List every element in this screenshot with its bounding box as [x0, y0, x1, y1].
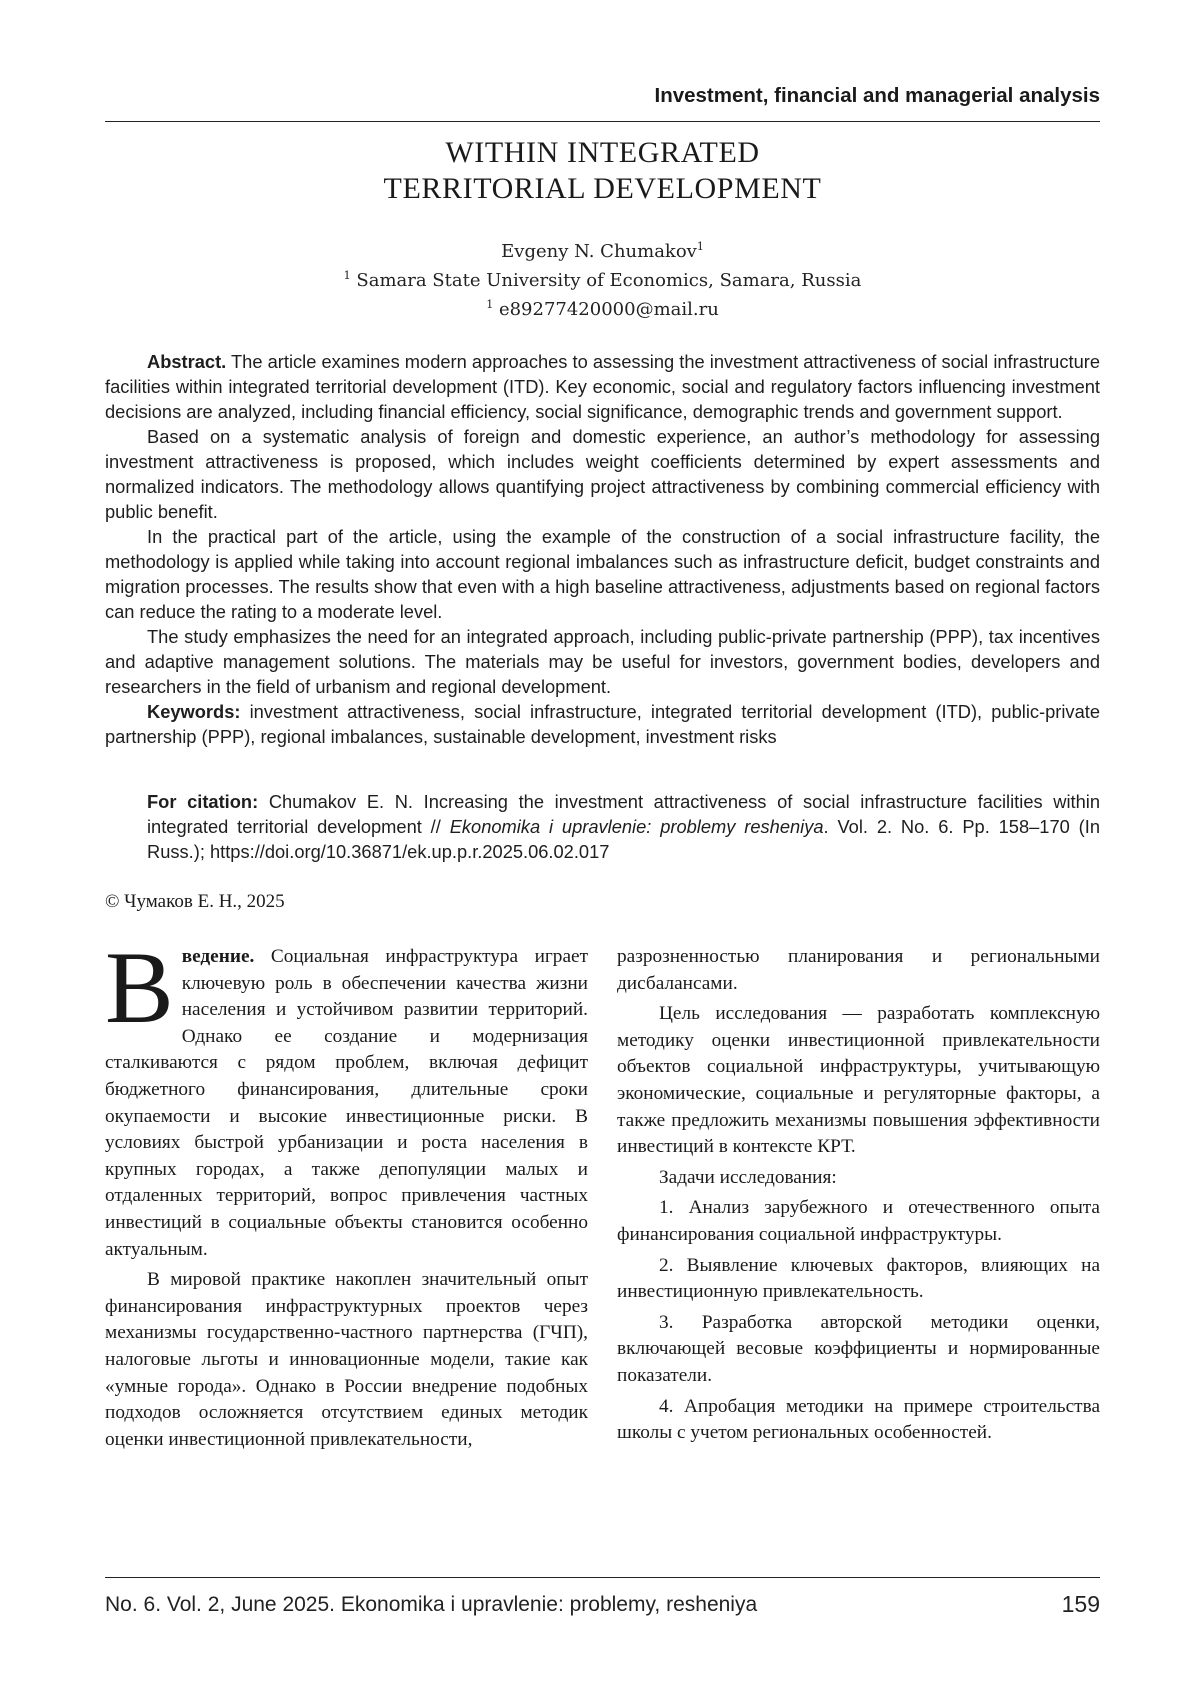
author-name-line — [105, 237, 1100, 266]
citation-label: For citation: — [147, 791, 259, 812]
drop-cap: В — [105, 931, 174, 1045]
affiliation-mark: 1 — [343, 269, 351, 282]
citation-tail: . Vol. 2. No. 6. Pp. 158–170 (In Russ.); https://doi.org/10.36871/ek.up.p.r.2025.06.02.017 — [147, 816, 1100, 862]
author-email: e89277420000@mail.ru — [498, 299, 719, 320]
affiliation: Samara State University of Economics, Samara, Russia — [356, 270, 862, 291]
footer-divider — [105, 1577, 1100, 1578]
keywords — [105, 699, 1100, 749]
email-mark: 1 — [486, 298, 494, 311]
affiliation-line — [105, 266, 1100, 295]
body-column-right — [617, 944, 1100, 1451]
tasks-label: Задачи исследования: — [659, 1166, 837, 1188]
goal-paragraph: Цель исследования — разработать комплексную методику оценки инвестиционной привлекательности объектов социальной инфраструктуры, учитывающую экономические, социальные и регуляторные факторы, а также предложить механизмы повышения эффективности инвестиций в контексте КРТ. — [617, 1003, 1100, 1158]
title-line-2: TERRITORIAL DEVELOPMENT — [383, 172, 822, 205]
footer-journal-info: No. 6. Vol. 2, June 2025. Ekonomika i upravlenie: problemy, resheniya — [105, 1593, 758, 1616]
author-mark: 1 — [696, 240, 704, 253]
intro-heading: ведение. — [181, 946, 255, 967]
copyright: © Чумаков Е. Н., 2025 — [105, 891, 285, 912]
task-item-4: 4. Апробация методики на примере строительства школы с учетом региональных особенностей. — [617, 1395, 1100, 1444]
body-paragraph-2-continued: разрозненностью планирования и региональными дисбалансами. — [617, 946, 1100, 994]
task-item-1: 1. Анализ зарубежного и отечественного опыта финансирования социальной инфраструктуры. — [617, 1197, 1100, 1245]
citation-block — [147, 789, 1100, 864]
abstract-paragraph-2: Based on a systematic analysis of foreign and domestic experience, an author’s methodology for assessing investment attractiveness is proposed, which includes weight coefficients determined by expert assessments and normalized indicators. The methodology allows quantifying project attractiveness by combining commercial efficiency with public benefit. — [105, 426, 1100, 522]
page-number: 159 — [1061, 1591, 1100, 1617]
running-header-section: Investment, financial and managerial analysis — [654, 84, 1100, 107]
abstract-paragraph-3: In the practical part of the article, using the example of the construction of a social infrastructure facility, the methodology is applied while taking into account regional imbalances such as infrastructure deficit, budget constraints and migration processes. The results show that even with a high baseline attractiveness, adjustments based on regional factors can reduce the rating to a moderate level. — [105, 526, 1100, 622]
intro-text: Социальная инфраструктура играет ключевую роль в обеспечении качества жизни населения и устойчивом развитии территорий. Однако ее создание и модернизация сталкиваются с рядом проблем, включая дефицит бюджетного финансирования, длительные сроки окупаемости и высокие инвестиционные риски. В условиях быстрой урбанизации и роста населения в крупных городах, а также депопуляции малых и отдаленных территорий, вопрос привлечения частных инвестиций в социальные объекты становится особенно актуальным. — [105, 946, 588, 1260]
title-line-1: WITHIN INTEGRATED — [445, 136, 760, 169]
abstract-text-1: The article examines modern approaches to assessing the investment attractiveness of social infrastructure facilities within integrated territorial development (ITD). Key economic, social and regulatory factors influencing investment decisions are analyzed, including financial efficiency, social significance, demographic trends and government support. — [105, 351, 1100, 422]
citation-journal: Ekonomika i upravlenie: problemy resheniya — [449, 816, 824, 837]
abstract-paragraph-1 — [105, 349, 1100, 424]
email-line — [105, 295, 1100, 324]
author-block — [105, 237, 1100, 324]
citation-text: Chumakov E. N. Increasing the investment attractiveness of social infrastructure facilities within integrated territorial development // — [147, 791, 1100, 837]
task-item-2: 2. Выявление ключевых факторов, влияющих на инвестиционную привлекательность. — [617, 1254, 1100, 1303]
keywords-text: investment attractiveness, social infrastructure, integrated territorial development (ITD), public-private partnership (PPP), regional imbalances, sustainable development, investment risks — [105, 701, 1100, 747]
task-item-3: 3. Разработка авторской методики оценки, включающей весовые коэффициенты и нормированные показатели. — [617, 1311, 1100, 1386]
header-divider — [105, 121, 1100, 122]
abstract-label: Abstract. — [147, 351, 227, 372]
abstract — [105, 349, 1100, 749]
abstract-paragraph-4: The study emphasizes the need for an integrated approach, including public-private partnership (PPP), tax incentives and adaptive management solutions. The materials may be useful for investors, government bodies, developers and researchers in the field of urbanism and regional development. — [105, 626, 1100, 697]
body-paragraph-2: В мировой практике накоплен значительный опыт финансирования инфраструктурных проектов через механизмы государственно-частного партнерства (ГЧП), налоговые льготы и инновационные модели, такие как «умные города». Однако в России внедрение подобных подходов осложняется отсутствием единых методик оценки инвестиционной привлекательности, — [105, 1269, 588, 1450]
author-name: Evgeny N. Chumakov — [501, 241, 697, 262]
body-column-left — [105, 931, 588, 1457]
article-title — [105, 135, 1100, 207]
intro-paragraph — [105, 931, 588, 1263]
keywords-label: Keywords: — [147, 701, 241, 722]
